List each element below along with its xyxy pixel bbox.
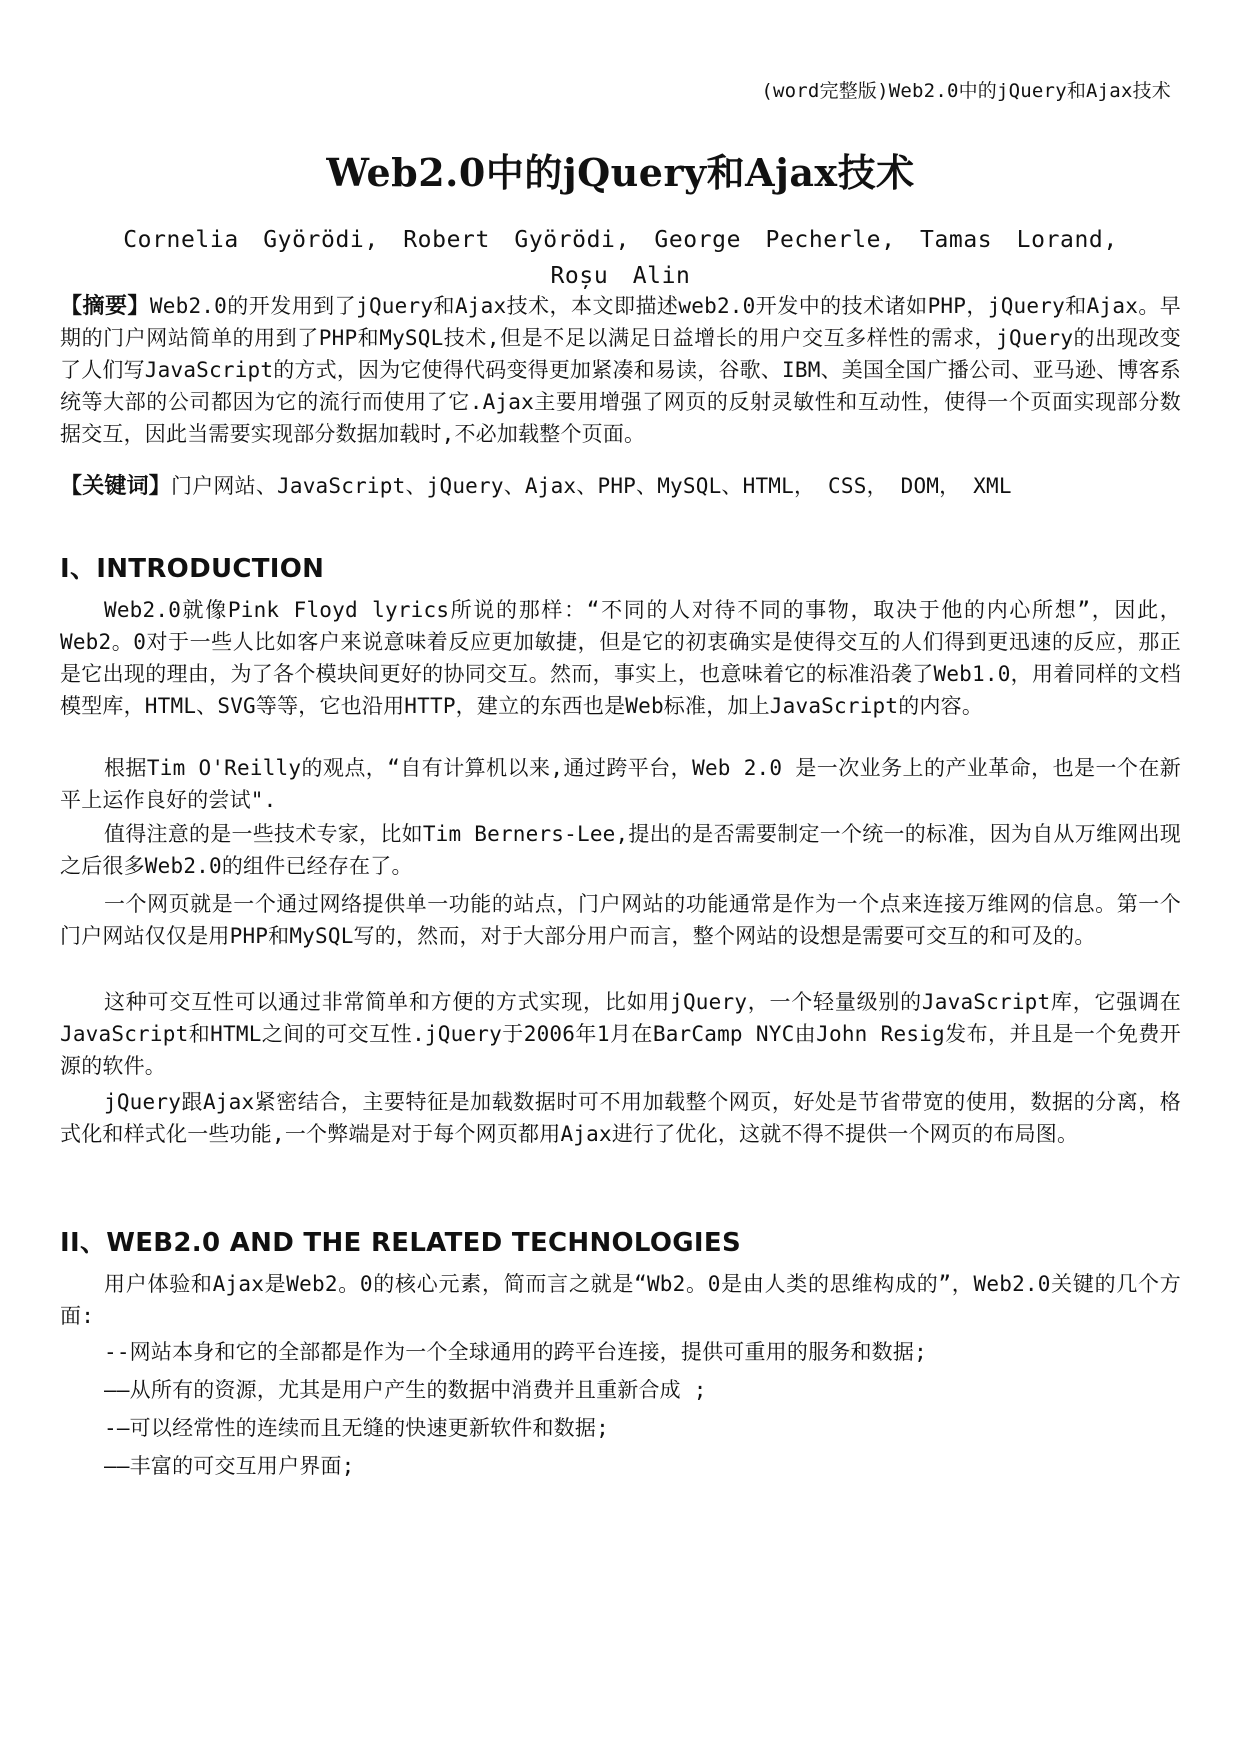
list-item: ——从所有的资源，尤其是用户产生的数据中消费并且重新合成 ; (104, 1378, 707, 1402)
intro-paragraph-3: 值得注意的是一些技术专家，比如Tim Berners-Lee,提出的是否需要制定一个统一的标准，因为自从万维网出现之后很多Web2.0的组件已经存在了。 (60, 822, 1181, 878)
author-line-1: Cornelia Györödi, Robert Györödi, George Pecherle, Tamas Lorand, (123, 227, 1118, 253)
author-list (60, 222, 1181, 294)
abstract-label: 【摘要】 (60, 293, 150, 319)
keywords (60, 470, 1181, 502)
list-item: --网站本身和它的全部都是作为一个全球通用的跨平台连接，提供可重用的服务和数据; (104, 1340, 927, 1364)
intro-paragraph-5: 这种可交互性可以通过非常简单和方便的方式实现，比如用jQuery，一个轻量级别的JavaScript库，它强调在JavaScript和HTML之间的可交互性.jQuery于2006年1月在BarCamp NYC由John Resig发布，并且是一个免费开源的软件。 (60, 990, 1181, 1078)
web2-intro-paragraph: 用户体验和Ajax是Web2。0的核心元素，简而言之就是“Wb2。0是由人类的思维构成的”，Web2.0关键的几个方面: (60, 1272, 1181, 1328)
intro-paragraph-4: 一个网页就是一个通过网络提供单一功能的站点，门户网站的功能通常是作为一个点来连接万维网的信息。第一个门户网站仅仅是用PHP和MySQL写的，然而，对于大部分用户而言，整个网站的设想是需要可交互的和可及的。 (60, 892, 1181, 948)
author-line-2: Roșu Alin (550, 263, 691, 289)
section-heading-introduction: I、INTRODUCTION (60, 554, 325, 584)
paper-title: Web2.0中的jQuery和Ajax技术 (326, 150, 915, 195)
list-item: -—可以经常性的连续而且无缝的快速更新软件和数据; (104, 1416, 609, 1440)
list-item: ——丰富的可交互用户界面; (104, 1454, 355, 1478)
intro-paragraph-2: 根据Tim O'Reilly的观点，“自有计算机以来,通过跨平台，Web 2.0 是一次业务上的产业革命，也是一个在新平上运作良好的尝试". (60, 756, 1181, 812)
section-heading-web2: II、WEB2.0 AND THE RELATED TECHNOLOGIES (60, 1228, 741, 1258)
abstract (60, 290, 1181, 450)
intro-paragraph-1: Web2.0就像Pink Floyd lyrics所说的那样：“不同的人对待不同的事物，取决于他的内心所想”，因此，Web2。0对于一些人比如客户来说意味着反应更加敏捷，但是它的初衷确实是使得交互的人们得到更迅速的反应，那正是它出现的理由，为了各个模块间更好的协同交互。然而，事实上，也意味着它的标准沿袭了Web1.0，用着同样的文档模型库，HTML、SVG等等，它也沿用HTTP，建立的东西也是Web标准，加上JavaScript的内容。 (60, 598, 1181, 718)
keywords-text: 门户网站、JavaScript、jQuery、Ajax、PHP、MySQL、HTML， CSS， DOM， XML (171, 474, 1012, 498)
running-header: (word完整版)Web2.0中的jQuery和Ajax技术 (761, 80, 1171, 102)
abstract-text: Web2.0的开发用到了jQuery和Ajax技术，本文即描述web2.0开发中的技术诸如PHP，jQuery和Ajax。早期的门户网站简单的用到了PHP和MySQL技术,但是不足以满足日益增长的用户交互多样性的需求，jQuery的出现改变了人们写JavaScript的方式，因为它使得代码变得更加紧凑和易读，谷歌、IBM、美国全国广播公司、亚马逊、博客系统等大部的公司都因为它的流行而使用了它.Ajax主要用增强了网页的反射灵敏性和互动性，使得一个页面实现部分数据交互，因此当需要实现部分数据加载时,不必加载整个页面。 (60, 294, 1181, 446)
intro-paragraph-6: jQuery跟Ajax紧密结合，主要特征是加载数据时可不用加载整个网页，好处是节省带宽的使用，数据的分离，格式化和样式化一些功能,一个弊端是对于每个网页都用Ajax进行了优化，这就不得不提供一个网页的布局图。 (60, 1090, 1181, 1146)
keywords-label: 【关键词】 (60, 473, 172, 499)
